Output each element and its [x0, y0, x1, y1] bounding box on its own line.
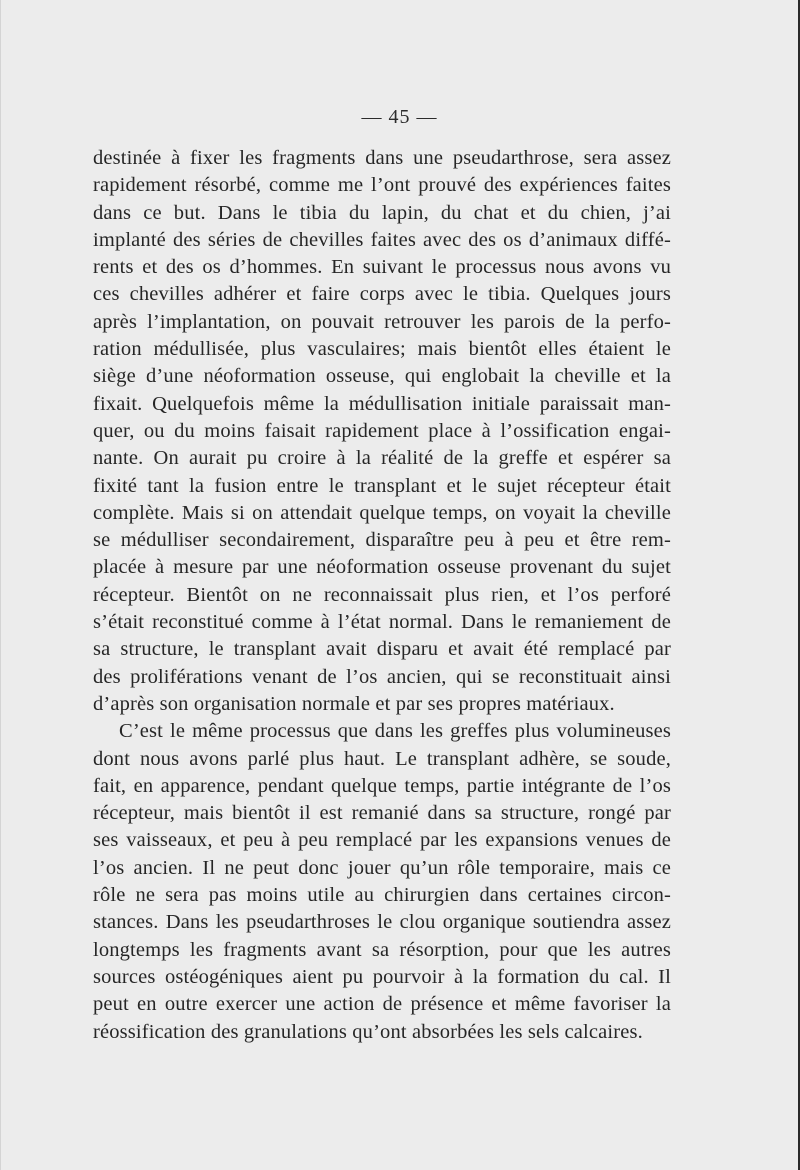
text-line: rents et des os d’hommes. En suivant le processus nous avons vu [93, 256, 671, 279]
text-line: récepteur. Bientôt on ne reconnaissait plus rien, et l’os perforé [93, 583, 671, 606]
text-line: ces chevilles adhérer et faire corps avec le tibia. Quelques jours [93, 283, 671, 306]
text-line: dont nous avons parlé plus haut. Le transplant adhère, se soude, [93, 747, 671, 770]
text-line: ses vaisseaux, et peu à peu remplacé par les expansions venues de [93, 829, 671, 852]
text-line: nante. On aurait pu croire à la réalité de la greffe et espérer sa [93, 447, 671, 470]
text-line: siège d’une néoformation osseuse, qui englobait la cheville et la [93, 365, 671, 388]
text-line: réossification des granulations qu’ont absorbées les sels calcaires. [93, 1020, 643, 1043]
text-line: fait, en apparence, pendant quelque temps, partie intégrante de l’os [93, 774, 671, 797]
text-line: complète. Mais si on attendait quelque temps, on voyait la cheville [93, 501, 671, 524]
text-line: sources ostéogéniques aient pu pourvoir à la formation du cal. Il [93, 965, 671, 988]
text-line: récepteur, mais bientôt il est remanié dans sa structure, rongé par [93, 802, 671, 825]
text-line: longtemps les fragments avant sa résorption, pour que les autres [93, 938, 671, 961]
text-line: stances. Dans les pseudarthroses le clou organique soutiendra assez [93, 911, 671, 934]
text-line: l’os ancien. Il ne peut donc jouer qu’un rôle temporaire, mais ce [93, 856, 671, 879]
text-line: sa structure, le transplant avait disparu et avait été remplacé par [93, 638, 671, 661]
text-line: destinée à fixer les fragments dans une pseudarthrose, sera assez [93, 147, 671, 169]
text-line: fixité tant la fusion entre le transplant et le sujet récepteur était [93, 474, 671, 497]
text-line: dans ce but. Dans le tibia du lapin, du chat et du chien, j’ai [93, 201, 671, 224]
text-line: rôle ne sera pas moins utile au chirurgien dans certaines circon- [93, 884, 671, 907]
text-line: C’est le même processus que dans les greffes plus volumineuses [119, 720, 671, 743]
text-line: quer, ou du moins faisait rapidement place à l’ossification engai- [93, 419, 671, 442]
text-line: des proliférations venant de l’os ancien, qui se reconstituait ainsi [93, 665, 671, 688]
page-number: — 45 — [361, 106, 438, 128]
text-line: placée à mesure par une néoformation osseuse provenant du sujet [93, 556, 671, 579]
text-line: d’après son organisation normale et par ses propres matériaux. [93, 692, 615, 715]
text-line: se médulliser secondairement, disparaître peu à peu et être rem- [93, 529, 671, 552]
text-line: s’était reconstitué comme à l’état normal. Dans le remaniement de [93, 611, 671, 634]
body-text [93, 145, 671, 1046]
text-line: ration médullisée, plus vasculaires; mais bientôt elles étaient le [93, 338, 671, 361]
text-line: rapidement résorbé, comme me l’ont prouvé des expériences faites [93, 174, 671, 197]
text-line: après l’implantation, on pouvait retrouver les parois de la perfo- [93, 310, 671, 333]
text-line: implanté des séries de chevilles faites avec des os d’animaux diffé- [93, 228, 671, 251]
text-line: fixait. Quelquefois même la médullisation initiale paraissait man- [93, 392, 671, 415]
text-line: peut en outre exercer une action de présence et même favoriser la [93, 993, 671, 1016]
